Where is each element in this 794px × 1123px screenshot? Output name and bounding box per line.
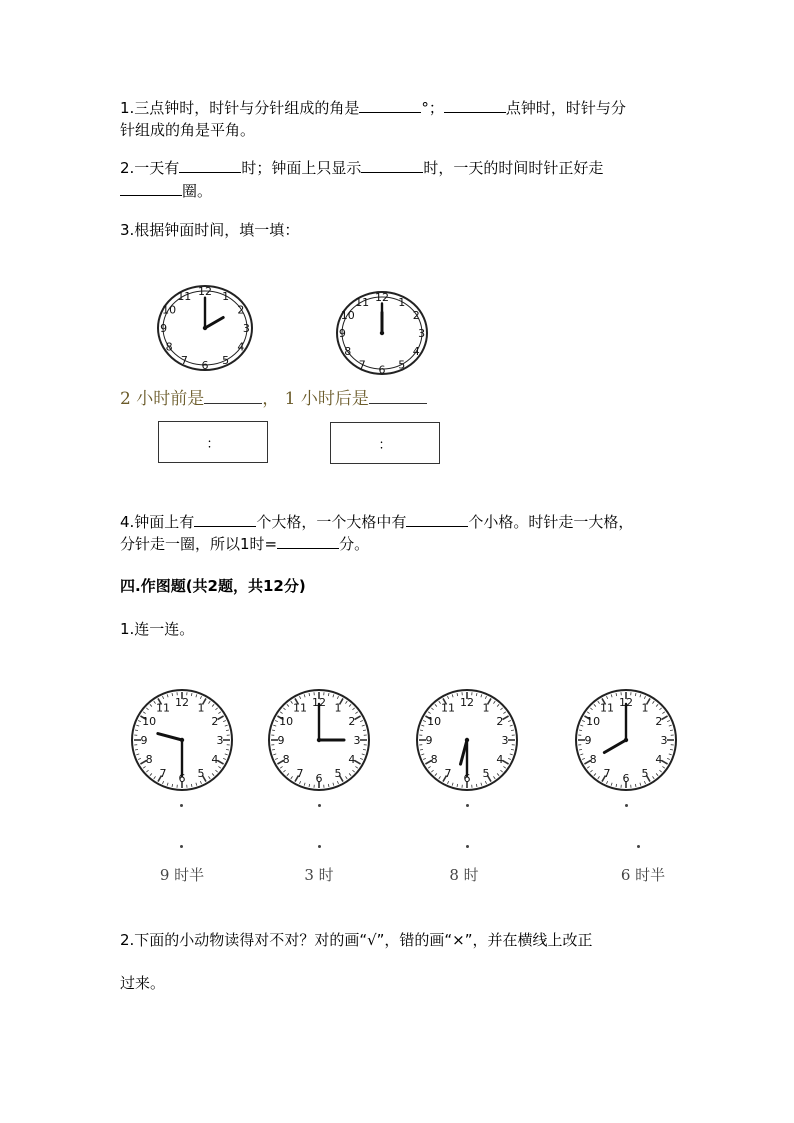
clock-center — [624, 738, 628, 742]
clock-number: 6 — [463, 772, 471, 786]
q3-blank-before[interactable] — [204, 391, 262, 404]
connect-dot[interactable] — [466, 845, 469, 848]
clock-number: 4 — [496, 753, 504, 767]
clock-number: 12 — [175, 696, 189, 710]
clock-number: 1 — [222, 290, 230, 304]
clock-number: 3 — [353, 734, 361, 748]
clock-center — [317, 738, 321, 742]
clock-face-icon — [267, 688, 371, 792]
clock-number: 2 — [496, 715, 504, 729]
connect-dot[interactable] — [466, 804, 469, 807]
clock-number: 7 — [296, 767, 304, 781]
clock-number: 11 — [441, 701, 455, 715]
clock-number: 11 — [293, 701, 307, 715]
clock-two-oclock — [156, 284, 254, 376]
time-colon: ： — [378, 437, 392, 453]
q3-before-label: 2 小时前是 — [120, 389, 205, 409]
q1-line1 — [120, 97, 680, 119]
clock-number: 2 — [237, 303, 245, 317]
clock-number: 5 — [197, 767, 205, 781]
clock-number: 9 — [140, 734, 148, 748]
q2-text-b: 时；钟面上只显示 — [241, 159, 362, 177]
clock-number: 1 — [482, 701, 490, 715]
clock-number: 2 — [655, 715, 663, 729]
clock-number: 5 — [334, 767, 342, 781]
clock-center — [180, 738, 184, 742]
clock-number: 9 — [160, 322, 168, 336]
clock-number: 12 — [619, 696, 633, 710]
q2-text-a: 2.一天有 — [120, 159, 180, 177]
clock-number: 9 — [338, 327, 346, 341]
clock-number: 10 — [142, 715, 157, 729]
q4-text-c: 个小格。时针走一大格， — [468, 513, 634, 531]
connect-dot[interactable] — [318, 804, 321, 807]
clock-number: 5 — [482, 767, 490, 781]
clock-number: 9 — [425, 734, 433, 748]
connect-dot[interactable] — [625, 804, 628, 807]
match-clock-3 — [415, 688, 519, 796]
q1-blank-angle[interactable] — [359, 98, 421, 113]
clock-number: 6 — [622, 772, 630, 786]
clock-number: 9 — [277, 734, 285, 748]
clock-number: 1 — [197, 701, 205, 715]
clock-number: 10 — [279, 715, 294, 729]
clock-number: 10 — [162, 303, 177, 317]
clock-center — [380, 331, 384, 335]
q3-comma: ， — [262, 389, 280, 409]
q3-blank-row — [120, 384, 427, 409]
clock-number: 8 — [589, 753, 597, 767]
match-clock-1 — [130, 688, 234, 796]
clock-number: 5 — [398, 358, 406, 372]
q1-text-c: 点钟时，时针与分 — [505, 99, 626, 117]
clock-number: 7 — [358, 358, 366, 372]
q4-text-b: 个大格，一个大格中有 — [256, 513, 407, 531]
q1-line2: 针组成的角是平角。 — [120, 121, 256, 139]
clock-number: 4 — [412, 345, 420, 359]
time-label: 8 时 — [449, 866, 479, 884]
q4-blank-minutes[interactable] — [277, 534, 339, 549]
clock-number: 9 — [584, 734, 592, 748]
clock-number: 6 — [378, 363, 386, 376]
clock-number: 8 — [344, 345, 352, 359]
clock-number: 6 — [178, 772, 186, 786]
q4-text-a: 4.钟面上有 — [120, 513, 195, 531]
clock-face-icon — [574, 688, 678, 792]
q2-blank-laps[interactable] — [120, 181, 182, 196]
clock-number: 11 — [177, 290, 192, 304]
q2-text-c: 时，一天的时间时针正好走 — [423, 159, 604, 177]
clock-number: 8 — [145, 753, 153, 767]
clock-number: 10 — [340, 309, 355, 323]
connect-dot[interactable] — [180, 804, 183, 807]
clock-number: 12 — [312, 696, 326, 710]
match-clock-4 — [574, 688, 678, 796]
clock-number: 7 — [180, 354, 188, 368]
clock-number: 2 — [211, 715, 219, 729]
clock-twelve-oclock — [335, 290, 429, 380]
connect-dot[interactable] — [180, 845, 183, 848]
q2-line2 — [120, 180, 680, 202]
clock-number: 3 — [660, 734, 668, 748]
q4-blank-big[interactable] — [194, 512, 256, 527]
connect-dot[interactable] — [637, 845, 640, 848]
match-clock-2 — [267, 688, 371, 796]
clock-number: 3 — [242, 322, 250, 336]
clock-number: 8 — [165, 340, 173, 354]
clock-number: 7 — [444, 767, 452, 781]
q2-line1 — [120, 157, 680, 179]
clock-face-icon — [156, 284, 254, 372]
q1-text-a: 1.三点钟时，时针与分针组成的角是 — [120, 99, 360, 117]
clock-number: 11 — [156, 701, 170, 715]
q3-answer-box-right[interactable] — [330, 422, 440, 464]
clock-number: 12 — [460, 696, 474, 710]
connect-dot[interactable] — [318, 845, 321, 848]
clock-number: 7 — [603, 767, 611, 781]
clock-number: 8 — [282, 753, 290, 767]
q2-blank-hours-day[interactable] — [179, 158, 241, 173]
clock-number: 4 — [211, 753, 219, 767]
s4q1-text: 1.连一连。 — [120, 620, 195, 638]
clock-face-icon — [415, 688, 519, 792]
clock-number: 11 — [355, 295, 370, 309]
clock-number: 1 — [398, 295, 406, 309]
clock-number: 4 — [237, 340, 245, 354]
clock-number: 12 — [375, 291, 389, 305]
clock-number: 1 — [334, 701, 342, 715]
q3-after-label: 1 小时后是 — [284, 389, 369, 409]
q3-blank-after[interactable] — [369, 391, 427, 404]
q3-text: 3.根据钟面时间，填一填： — [120, 221, 300, 239]
section-heading: 四.作图题(共2题，共12分) — [120, 577, 306, 595]
clock-center — [203, 326, 207, 330]
clock-number: 2 — [412, 309, 420, 323]
q1-text-b: °； — [421, 99, 444, 117]
clock-face-icon — [130, 688, 234, 792]
clock-number: 3 — [216, 734, 224, 748]
clock-number: 5 — [222, 354, 230, 368]
clock-number: 8 — [430, 753, 438, 767]
clock-number: 10 — [586, 715, 601, 729]
clock-number: 5 — [641, 767, 649, 781]
clock-number: 12 — [198, 285, 212, 299]
q4-blank-small[interactable] — [406, 512, 468, 527]
clock-number: 10 — [427, 715, 442, 729]
s4q2-line2: 过来。 — [120, 974, 166, 992]
time-label: 3 时 — [304, 866, 334, 884]
q4-text-e: 分。 — [339, 535, 370, 553]
clock-number: 4 — [655, 753, 663, 767]
clock-number: 7 — [159, 767, 167, 781]
q4-text-d: 分针走一圈，所以1时= — [120, 535, 278, 553]
q2-text-d: 圈。 — [182, 182, 213, 200]
clock-number: 4 — [348, 753, 356, 767]
q3-answer-box-left[interactable] — [158, 421, 268, 463]
time-label: 6 时半 — [620, 866, 666, 884]
clock-number: 6 — [315, 772, 323, 786]
time-colon: ： — [206, 436, 220, 452]
clock-face-icon — [335, 290, 429, 376]
clock-number: 11 — [600, 701, 614, 715]
clock-center — [465, 738, 469, 742]
q1-blank-hour[interactable] — [444, 98, 506, 113]
s4q2-line1: 2.下面的小动物读得对不对？对的画“√”，错的画“×”，并在横线上改正 — [120, 931, 593, 949]
clock-number: 3 — [501, 734, 509, 748]
clock-number: 6 — [201, 359, 209, 372]
clock-number: 2 — [348, 715, 356, 729]
q2-blank-hours-face[interactable] — [361, 158, 423, 173]
clock-number: 1 — [641, 701, 649, 715]
q4-line2 — [120, 533, 680, 555]
time-label: 9 时半 — [159, 866, 205, 884]
q4-line1 — [120, 511, 680, 533]
clock-number: 3 — [418, 327, 426, 341]
